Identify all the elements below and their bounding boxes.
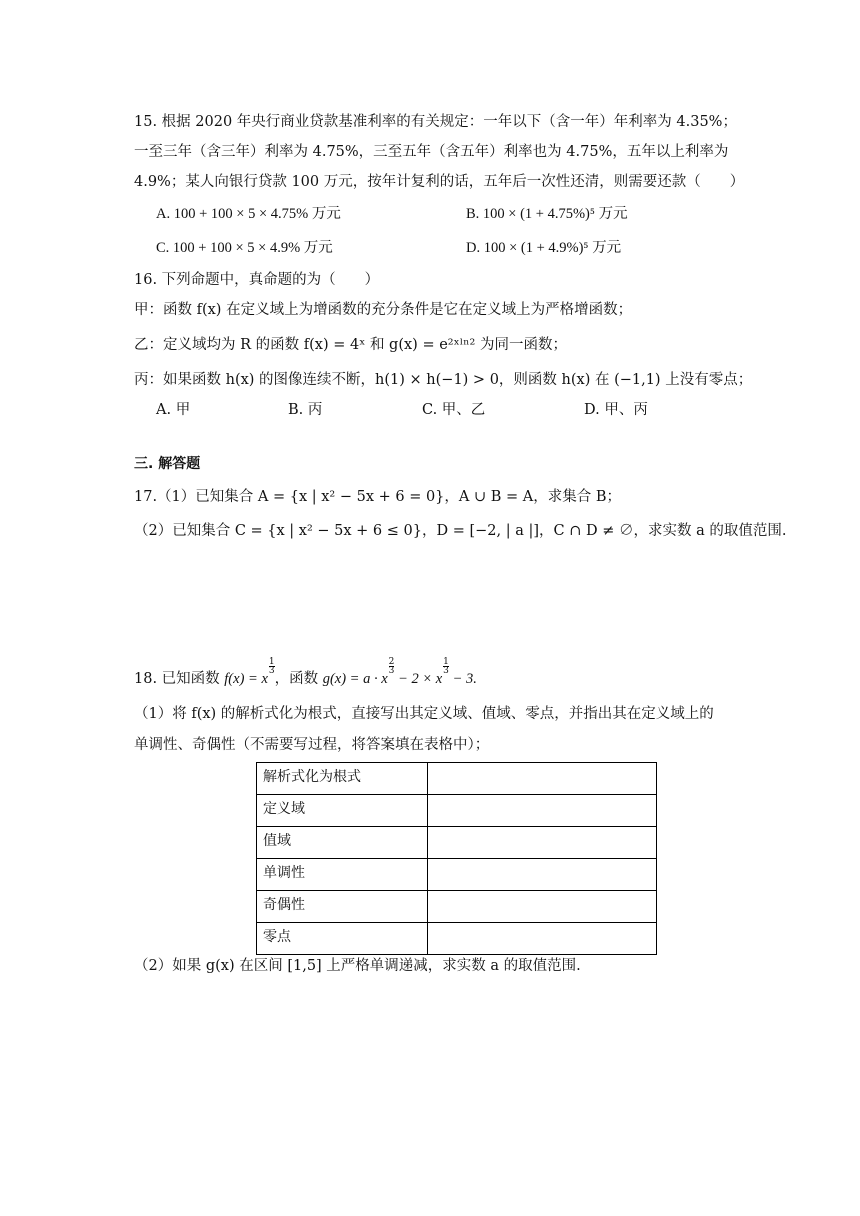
q15-option-c: C. 100 + 100 × 5 × 4.9% 万元 (156, 240, 333, 256)
q18-stem (134, 657, 477, 689)
q16-option-a: A. 甲 (156, 402, 191, 418)
q18-part-1-line-1: （1）将 f(x) 的解析式化为根式，直接写出其定义域、值域、零点，并指出其在定义域上的 (134, 706, 714, 722)
q18-stem-prefix: 18. 已知函数 (134, 671, 220, 687)
table-label: 零点 (257, 923, 428, 955)
q16-option-c: C. 甲、乙 (422, 402, 486, 418)
q18-f-def: f(x) = x (224, 671, 268, 687)
q18-f-exponent: $\frac{1}{3}$ (268, 657, 275, 676)
table-row (257, 891, 657, 923)
answer-cell[interactable] (428, 859, 657, 891)
table-label: 单调性 (257, 859, 428, 891)
q18-g-exponent-1: $\frac{1}{3}$ (443, 657, 449, 676)
q16-statement-yi: 乙：定义域均为 R 的函数 f(x) = 4ˣ 和 g(x) = e²ˣˡⁿ² 为同一函数； (134, 337, 567, 353)
q17-part-1: 17.（1）已知集合 A = {x | x² − 5x + 6 = 0}，A ∪ B = A，求集合 B； (134, 489, 622, 505)
q15-line-1: 15. 根据 2020 年央行商业贷款基准利率的有关规定：一年以下（含一年）年利率为 4.35%； (134, 114, 737, 130)
q15-option-a: A. 100 + 100 × 5 × 4.75% 万元 (156, 206, 341, 222)
table-row (257, 859, 657, 891)
table-label: 定义域 (257, 795, 428, 827)
q16-option-b: B. 丙 (288, 402, 323, 418)
q15-option-b: B. 100 × (1 + 4.75%)⁵ 万元 (466, 206, 628, 222)
answer-cell[interactable] (428, 827, 657, 859)
q18-stem-mid: ，函数 (274, 671, 319, 687)
q16-stem: 16. 下列命题中，真命题的为（ ） (134, 272, 380, 288)
table-row (257, 923, 657, 955)
q16-option-d: D. 甲、丙 (584, 402, 648, 418)
answer-cell[interactable] (428, 795, 657, 827)
q18-g-exponent-2: $\frac{2}{3}$ (388, 657, 395, 676)
table-row (257, 763, 657, 795)
q18-g-def: g(x) = a · x (322, 671, 388, 687)
table-label: 解析式化为根式 (257, 763, 428, 795)
answer-cell[interactable] (428, 763, 657, 795)
q17-part-2: （2）已知集合 C = {x | x² − 5x + 6 ≤ 0}，D = [−2, | a |]，C ∩ D ≠ ∅，求实数 a 的取值范围. (134, 523, 787, 539)
answer-cell[interactable] (428, 923, 657, 955)
q15-line-3: 4.9%；某人向银行贷款 100 万元，按年计复利的话，五年后一次性还清，则需要还款（ ） (134, 174, 745, 190)
table-row (257, 795, 657, 827)
q15-option-d: D. 100 × (1 + 4.9%)⁵ 万元 (466, 240, 622, 256)
q18-part-2: （2）如果 g(x) 在区间 [1,5] 上严格单调递减，求实数 a 的取值范围. (134, 958, 581, 974)
q16-statement-jia: 甲：函数 f(x) 在定义域上为增函数的充分条件是它在定义域上为严格增函数； (134, 302, 633, 318)
q18-part-1-line-2: 单调性、奇偶性（不需要写过程，将答案填在表格中）； (134, 737, 490, 753)
answer-cell[interactable] (428, 891, 657, 923)
q18-g-def-2: − 2 × x (394, 671, 443, 687)
table-label: 奇偶性 (257, 891, 428, 923)
q16-statement-bing: 丙：如果函数 h(x) 的图像连续不断，h(1) × h(−1) > 0，则函数 h(x) 在 (−1,1) 上没有零点； (134, 372, 753, 388)
section-heading: 三. 解答题 (134, 456, 201, 472)
answer-table (256, 762, 657, 955)
q18-g-def-3: − 3. (448, 671, 477, 687)
table-row (257, 827, 657, 859)
q15-line-2: 一至三年（含三年）利率为 4.75%，三至五年（含五年）利率也为 4.75%，五年以上利率为 (134, 144, 729, 160)
table-label: 值域 (257, 827, 428, 859)
